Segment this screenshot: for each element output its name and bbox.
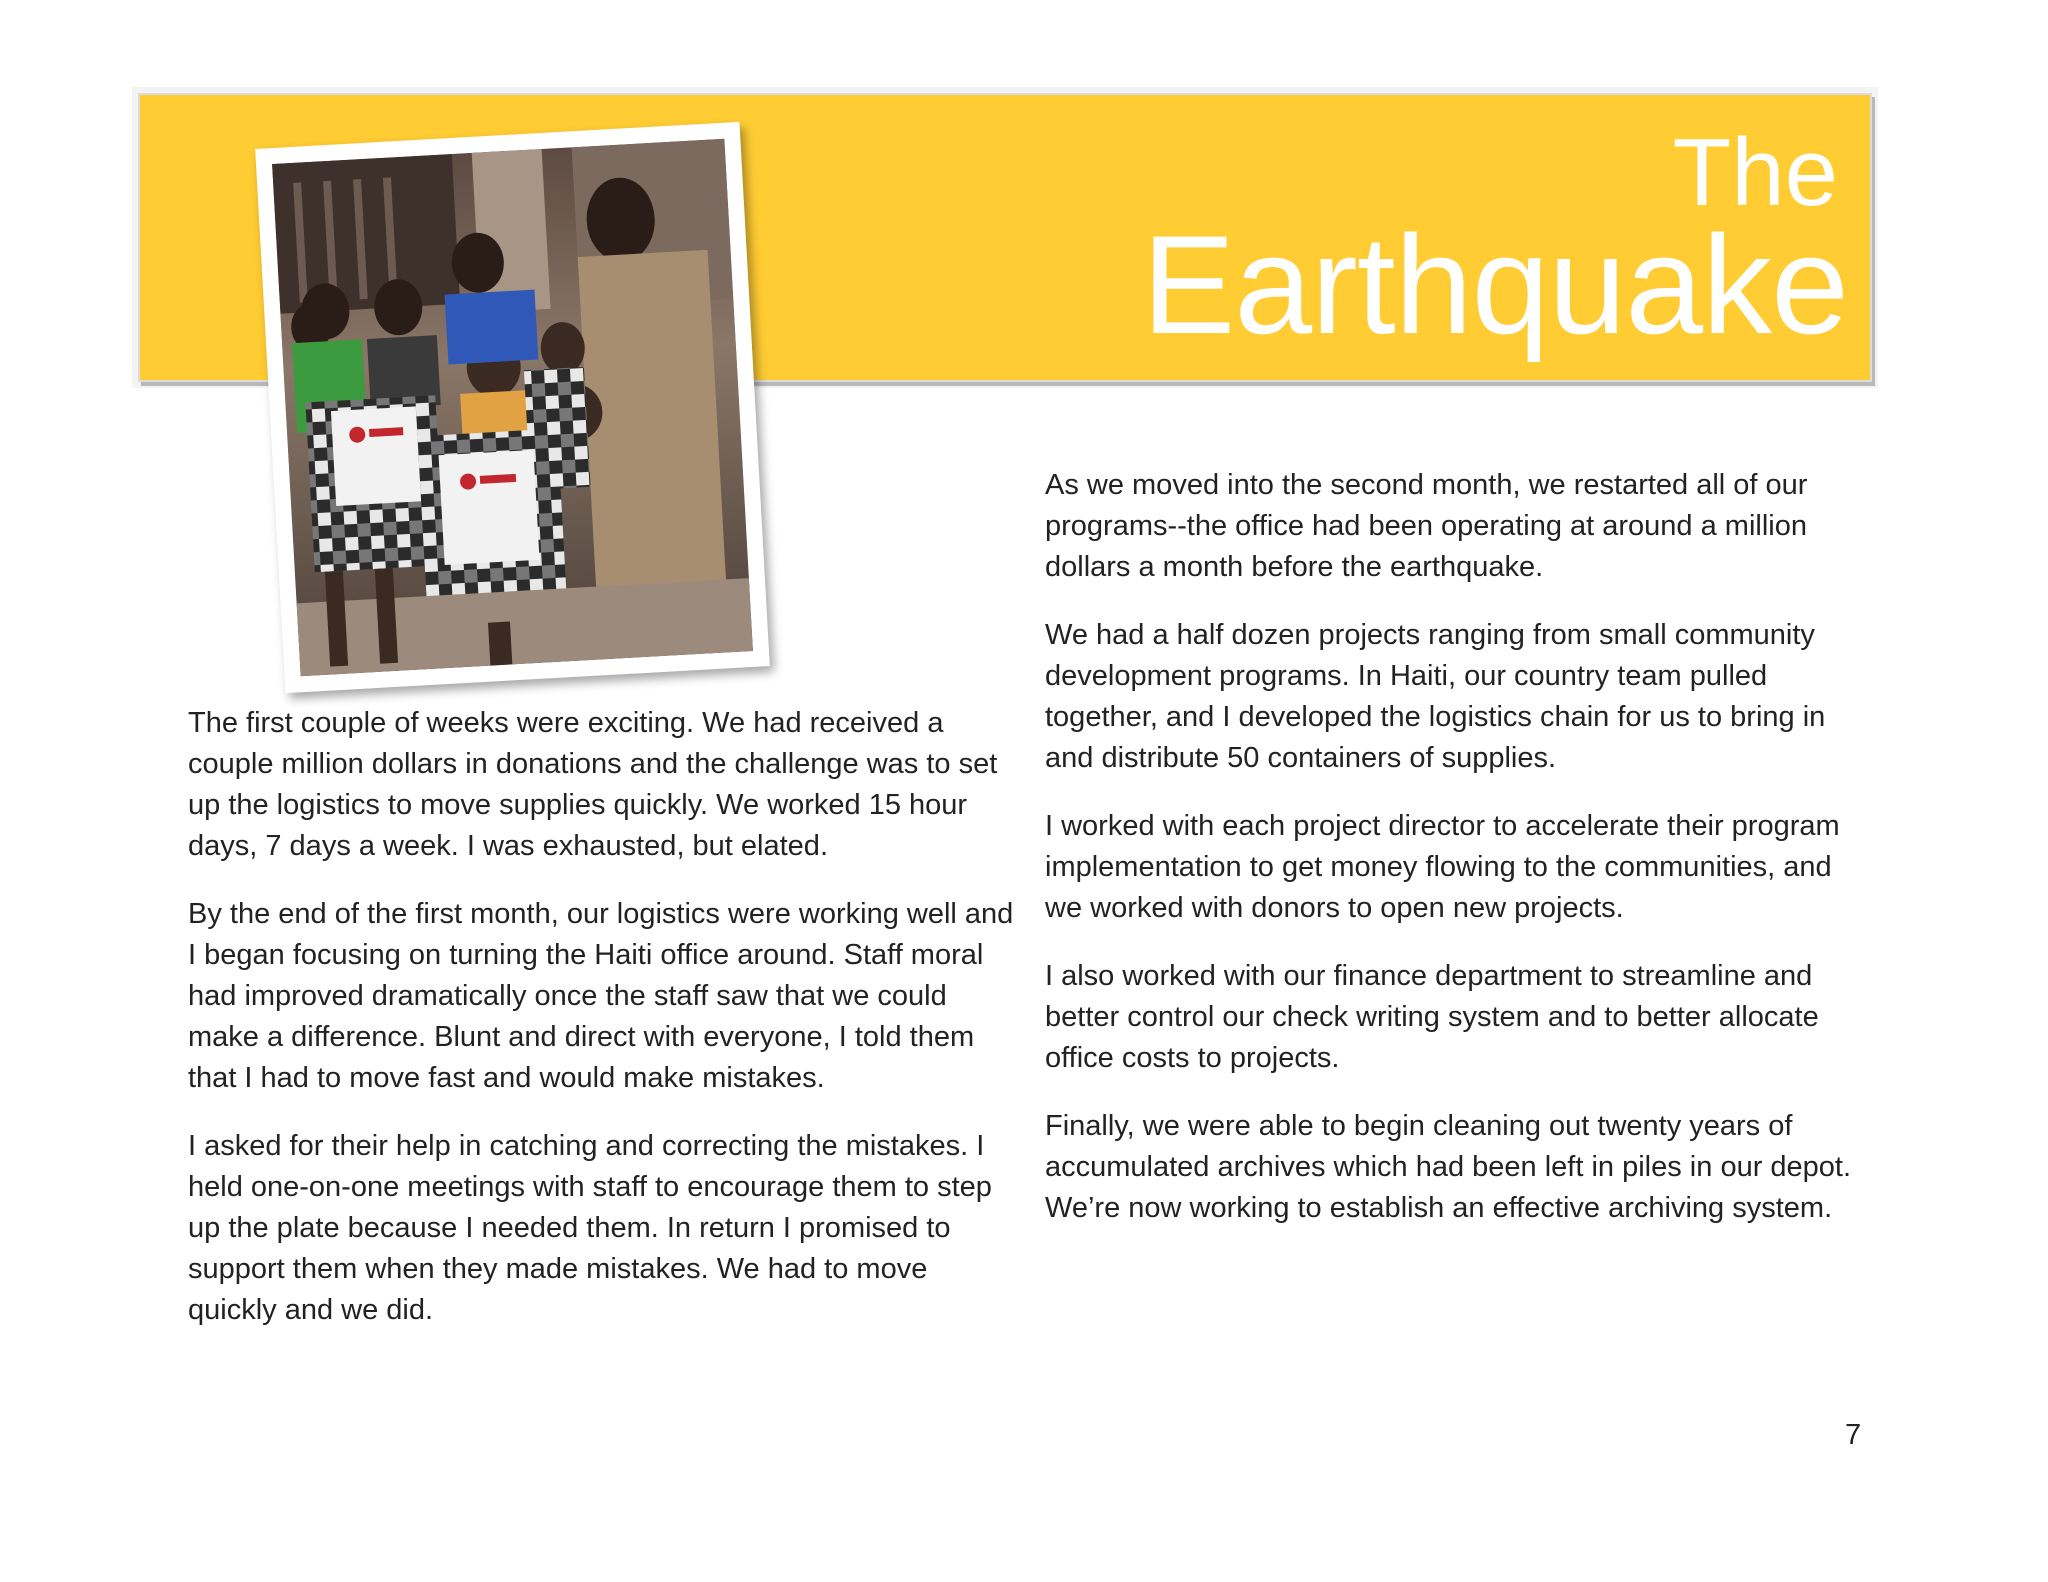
- right-paragraph-3: I worked with each project director to accelerate their program implementation to get money flowing to the communities, and we worked with donors to open new projects.: [1045, 810, 1840, 924]
- right-paragraph-2: We had a half dozen projects ranging from small community development programs. In Haiti, our country team pulled together, and I developed the logistics chain for us to bring in and distribute 50 containers of supplies.: [1045, 619, 1826, 774]
- title-line-the: The: [1672, 119, 1838, 226]
- left-paragraph-2: By the end of the first month, our logistics were working well and I began focusing on turning the Haiti office around. Staff moral had improved dramatically once the staff saw that we could make a difference. Blunt and direct with everyone, I told them that I had to move fast and would make mistakes.: [188, 898, 1014, 1094]
- photo-image: [272, 139, 753, 676]
- title-line-earthquake: Earthquake: [1141, 206, 1848, 363]
- left-text-column: [188, 703, 1018, 1358]
- page-number: 7: [1845, 1419, 1862, 1451]
- photo-illustration: [272, 139, 753, 676]
- photo-frame: [255, 122, 770, 693]
- right-paragraph-1: As we moved into the second month, we restarted all of our programs--the office had been operating at around a million dollars a month before the earthquake.: [1045, 469, 1808, 583]
- left-paragraph-3: I asked for their help in catching and correcting the mistakes. I held one-on-one meetings with staff to encourage them to step up the plate because I needed them. In return I promised to support them when they made mistakes. We had to move quickly and we did.: [188, 1130, 992, 1326]
- right-paragraph-5: Finally, we were able to begin cleaning out twenty years of accumulated archives which had been left in piles in our depot. We’re now working to establish an effective archiving system.: [1045, 1110, 1852, 1224]
- right-text-column: [1045, 465, 1875, 1256]
- right-paragraph-4: I also worked with our finance department to streamline and better control our check writing system and to better allocate office costs to projects.: [1045, 960, 1819, 1074]
- left-paragraph-1: The first couple of weeks were exciting. We had received a couple million dollars in donations and the challenge was to set up the logistics to move supplies quickly. We worked 15 hour days, 7 days a week. I was exhausted, but elated.: [188, 707, 998, 862]
